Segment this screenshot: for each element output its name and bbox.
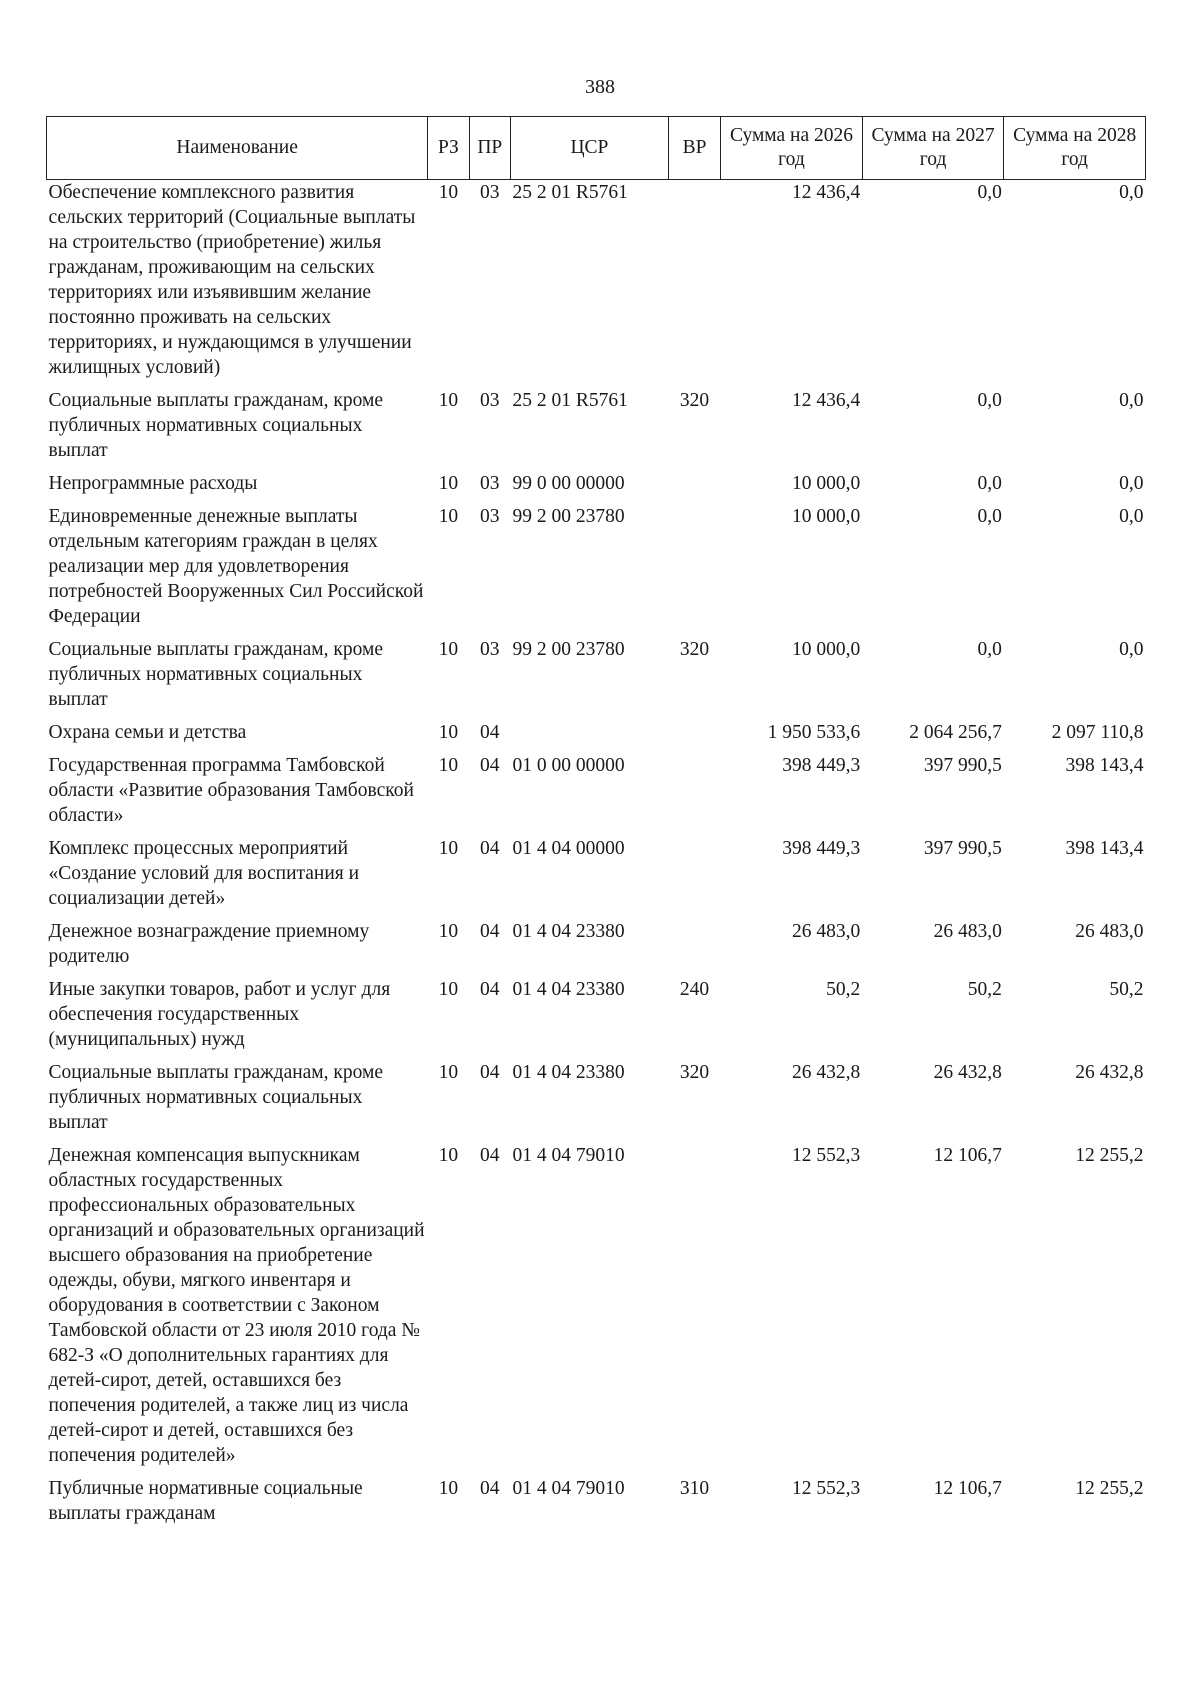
cell-sum-2026: 12 552,3 xyxy=(792,1145,861,1166)
table-row xyxy=(47,1143,1146,1476)
header-name: Наименование xyxy=(47,117,428,180)
table-body xyxy=(47,180,1146,1535)
table-row xyxy=(47,471,1146,504)
cell-rz: 10 xyxy=(438,722,459,743)
cell-vr xyxy=(668,720,720,753)
cell-name: Социальные выплаты гражданам, кроме публичных нормативных социальных выплат xyxy=(48,639,383,710)
cell-sum-2028: 0,0 xyxy=(1119,639,1144,660)
cell-pr: 04 xyxy=(480,1478,500,1499)
cell-rz: 10 xyxy=(438,1062,459,1083)
cell-name: Охрана семьи и детства xyxy=(48,722,247,743)
cell-rz: 10 xyxy=(438,473,459,494)
cell-rz: 10 xyxy=(438,755,459,776)
header-sum-2026: Сумма на 2026 год xyxy=(721,117,863,180)
cell-sum-2026: 26 432,8 xyxy=(792,1062,861,1083)
header-vr: ВР xyxy=(668,117,720,180)
cell-sum-2027: 50,2 xyxy=(967,979,1002,1000)
header-row xyxy=(47,117,1146,180)
cell-csr xyxy=(510,720,668,753)
header-rz: РЗ xyxy=(428,117,469,180)
cell-name: Комплекс процессных мероприятий «Создание условий для воспитания и социализации детей» xyxy=(48,838,360,909)
cell-pr: 03 xyxy=(480,639,500,660)
cell-sum-2027: 12 106,7 xyxy=(933,1145,1002,1166)
cell-sum-2028: 0,0 xyxy=(1119,473,1144,494)
cell-csr: 01 4 04 00000 xyxy=(512,838,625,859)
cell-rz: 10 xyxy=(438,639,459,660)
cell-name: Денежная компенсация выпускникам областных государственных профессиональных образовательных организаций и образовательных организаций высшего образования на приобретение одежды, обуви, мягкого инвентаря и оборудования в соответствии с Законом Тамбовской области от 23 июля 2010 года № 682-З «О дополнительных гарантиях для детей-сирот, детей, оставшихся без попечения родителей, а также лиц из числа детей-сирот и детей, оставшихся без попечения родителей» xyxy=(48,1145,425,1466)
cell-csr: 25 2 01 R5761 xyxy=(512,182,628,203)
cell-name: Денежное вознаграждение приемному родителю xyxy=(48,921,370,967)
cell-rz: 10 xyxy=(438,979,459,1000)
cell-name: Обеспечение комплексного развития сельских территорий (Социальные выплаты на строительство (приобретение) жилья гражданам, проживающим на сельских территориях или изъявившим желание постоянно проживать на сельских территориях, и нуждающимся в улучшении жилищных условий) xyxy=(48,182,416,378)
budget-table xyxy=(46,116,1146,1534)
cell-csr: 99 0 00 00000 xyxy=(512,473,625,494)
cell-sum-2026: 50,2 xyxy=(826,979,861,1000)
cell-name: Социальные выплаты гражданам, кроме публичных нормативных социальных выплат xyxy=(48,390,383,461)
table-row xyxy=(47,919,1146,977)
cell-sum-2026: 10 000,0 xyxy=(792,506,861,527)
cell-vr: 310 xyxy=(679,1478,710,1499)
cell-sum-2026: 398 449,3 xyxy=(782,838,861,859)
cell-csr: 01 4 04 23380 xyxy=(512,921,625,942)
cell-name: Единовременные денежные выплаты отдельным категориям граждан в целях реализации мер для удовлетворения потребностей Вооруженных Сил Российской Федерации xyxy=(48,506,424,627)
cell-csr: 01 4 04 79010 xyxy=(512,1145,625,1166)
cell-name: Социальные выплаты гражданам, кроме публичных нормативных социальных выплат xyxy=(48,1062,383,1133)
cell-rz: 10 xyxy=(438,1478,459,1499)
cell-sum-2028: 0,0 xyxy=(1119,390,1144,411)
cell-pr: 04 xyxy=(480,979,500,1000)
cell-sum-2026: 10 000,0 xyxy=(792,639,861,660)
cell-sum-2028: 0,0 xyxy=(1119,182,1144,203)
cell-csr: 99 2 00 23780 xyxy=(512,506,625,527)
cell-pr: 04 xyxy=(480,722,500,743)
cell-vr xyxy=(668,1143,720,1476)
cell-sum-2028: 50,2 xyxy=(1109,979,1144,1000)
cell-sum-2027: 12 106,7 xyxy=(933,1478,1002,1499)
cell-csr: 01 4 04 79010 xyxy=(512,1478,625,1499)
page-number: 388 xyxy=(585,76,615,98)
cell-sum-2028: 2 097 110,8 xyxy=(1051,722,1144,743)
header-sum-2027: Сумма на 2027 год xyxy=(862,117,1004,180)
cell-vr: 320 xyxy=(679,1062,710,1083)
cell-rz: 10 xyxy=(438,506,459,527)
cell-rz: 10 xyxy=(438,1145,459,1166)
cell-rz: 10 xyxy=(438,838,459,859)
cell-csr: 01 0 00 00000 xyxy=(512,755,625,776)
cell-sum-2027: 0,0 xyxy=(977,473,1002,494)
cell-vr xyxy=(668,919,720,977)
cell-vr: 320 xyxy=(679,639,710,660)
cell-vr: 320 xyxy=(679,390,710,411)
cell-sum-2027: 0,0 xyxy=(977,390,1002,411)
cell-pr: 04 xyxy=(480,921,500,942)
cell-sum-2026: 398 449,3 xyxy=(782,755,861,776)
cell-pr: 04 xyxy=(480,755,500,776)
cell-vr xyxy=(668,504,720,637)
cell-pr: 03 xyxy=(480,506,500,527)
cell-sum-2028: 26 483,0 xyxy=(1075,921,1144,942)
cell-csr: 25 2 01 R5761 xyxy=(512,390,628,411)
cell-sum-2027: 26 432,8 xyxy=(933,1062,1002,1083)
cell-csr: 01 4 04 23380 xyxy=(512,979,625,1000)
table-row xyxy=(47,977,1146,1060)
cell-sum-2028: 398 143,4 xyxy=(1065,755,1144,776)
table-row xyxy=(47,388,1146,471)
cell-rz: 10 xyxy=(438,390,459,411)
cell-pr: 03 xyxy=(480,473,500,494)
cell-name: Иные закупки товаров, работ и услуг для обеспечения государственных (муниципальных) нужд xyxy=(48,979,391,1050)
cell-csr: 99 2 00 23780 xyxy=(512,639,625,660)
cell-sum-2028: 12 255,2 xyxy=(1075,1145,1144,1166)
cell-rz: 10 xyxy=(438,921,459,942)
cell-sum-2027: 0,0 xyxy=(977,182,1002,203)
cell-sum-2027: 2 064 256,7 xyxy=(909,722,1002,743)
cell-sum-2027: 397 990,5 xyxy=(923,838,1002,859)
cell-sum-2028: 26 432,8 xyxy=(1075,1062,1144,1083)
cell-name: Публичные нормативные социальные выплаты гражданам xyxy=(48,1478,363,1524)
header-pr: ПР xyxy=(469,117,510,180)
cell-sum-2026: 1 950 533,6 xyxy=(767,722,861,743)
cell-rz: 10 xyxy=(438,182,459,203)
cell-vr xyxy=(668,471,720,504)
cell-csr: 01 4 04 23380 xyxy=(512,1062,625,1083)
cell-sum-2027: 397 990,5 xyxy=(923,755,1002,776)
cell-vr xyxy=(668,836,720,919)
header-sum-2028: Сумма на 2028 год xyxy=(1004,117,1146,180)
cell-name: Государственная программа Тамбовской области «Развитие образования Тамбовской области» xyxy=(48,755,414,826)
table-row xyxy=(47,836,1146,919)
cell-sum-2028: 398 143,4 xyxy=(1065,838,1144,859)
cell-vr xyxy=(668,180,720,389)
table-row xyxy=(47,504,1146,637)
cell-sum-2026: 12 436,4 xyxy=(792,390,861,411)
table-row xyxy=(47,720,1146,753)
cell-sum-2026: 26 483,0 xyxy=(792,921,861,942)
cell-pr: 03 xyxy=(480,182,500,203)
table-row xyxy=(47,753,1146,836)
table-row xyxy=(47,1476,1146,1534)
header-csr: ЦСР xyxy=(510,117,668,180)
cell-name: Непрограммные расходы xyxy=(48,473,258,494)
cell-sum-2026: 10 000,0 xyxy=(792,473,861,494)
cell-sum-2026: 12 552,3 xyxy=(792,1478,861,1499)
cell-sum-2026: 12 436,4 xyxy=(792,182,861,203)
cell-pr: 03 xyxy=(480,390,500,411)
cell-sum-2027: 0,0 xyxy=(977,639,1002,660)
cell-pr: 04 xyxy=(480,838,500,859)
cell-sum-2027: 0,0 xyxy=(977,506,1002,527)
table-row xyxy=(47,180,1146,389)
cell-vr: 240 xyxy=(679,979,710,1000)
cell-vr xyxy=(668,753,720,836)
cell-sum-2028: 12 255,2 xyxy=(1075,1478,1144,1499)
cell-pr: 04 xyxy=(480,1145,500,1166)
cell-sum-2028: 0,0 xyxy=(1119,506,1144,527)
table-row xyxy=(47,1060,1146,1143)
cell-sum-2027: 26 483,0 xyxy=(933,921,1002,942)
table-row xyxy=(47,637,1146,720)
cell-pr: 04 xyxy=(480,1062,500,1083)
